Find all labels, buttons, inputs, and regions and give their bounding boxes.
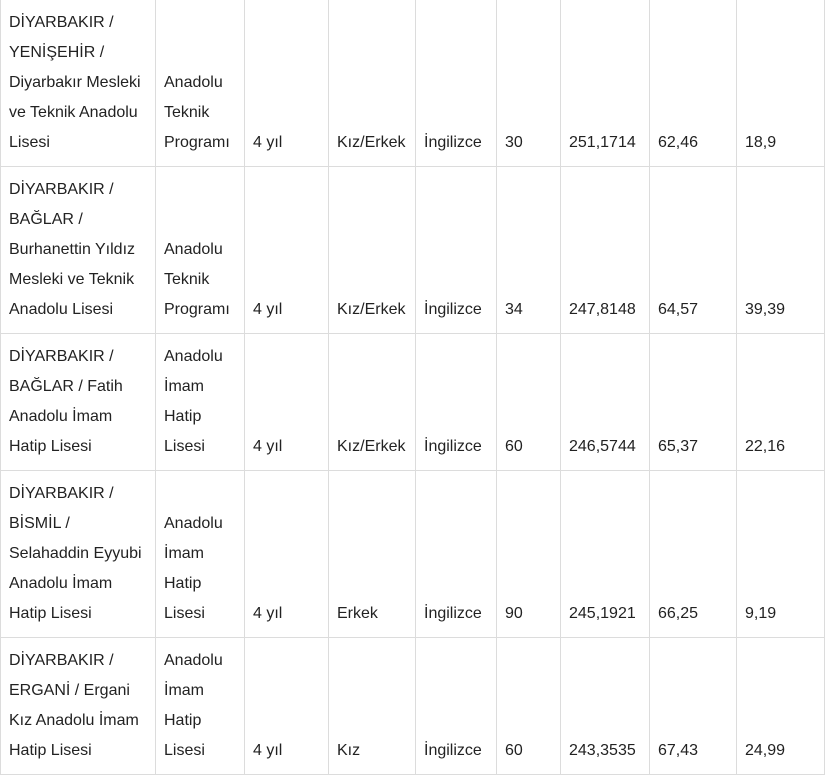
percentile-a-cell-text: 66,25 [658, 605, 699, 622]
school-name-cell-line: Anadolu İmam [9, 408, 113, 425]
language-cell-text: İngilizce [424, 134, 482, 151]
percentile-b-cell [737, 334, 825, 471]
program-type-cell-line: İmam [164, 545, 204, 562]
school-name-cell-line: Burhanettin Yıldız [9, 241, 136, 258]
score-cell [561, 471, 650, 638]
duration-cell-text: 4 yıl [253, 742, 283, 759]
language-cell [416, 0, 497, 167]
program-type-cell-line: Hatip [164, 408, 202, 425]
language-cell [416, 167, 497, 334]
school-name-cell-line: ERGANİ / Ergani [9, 682, 130, 699]
gender-cell-text: Kız/Erkek [337, 438, 406, 455]
school-name-cell-line: Diyarbakır Mesleki [9, 74, 141, 91]
program-type-cell-line: Hatip [164, 712, 202, 729]
duration-cell [245, 167, 329, 334]
duration-cell [245, 0, 329, 167]
school-name-cell-line: DİYARBAKIR / [9, 348, 114, 365]
duration-cell [245, 638, 329, 775]
percentile-a-cell [650, 167, 737, 334]
program-type-cell-line: Anadolu [164, 74, 223, 91]
score-cell [561, 334, 650, 471]
program-type-cell-line: İmam [164, 378, 204, 395]
score-cell-text: 245,1921 [569, 605, 636, 622]
program-type-cell [156, 167, 245, 334]
program-type-cell-line: İmam [164, 682, 204, 699]
program-type-cell-line: Anadolu [164, 515, 223, 532]
school-name-cell-line: Hatip Lisesi [9, 742, 92, 759]
program-type-cell [156, 638, 245, 775]
percentile-a-cell [650, 471, 737, 638]
score-cell-text: 251,1714 [569, 134, 636, 151]
gender-cell [329, 334, 416, 471]
program-type-cell [156, 334, 245, 471]
percentile-b-cell [737, 167, 825, 334]
school-name-cell [1, 638, 156, 775]
percentile-a-cell [650, 334, 737, 471]
percentile-b-cell [737, 0, 825, 167]
quota-cell-text: 90 [505, 605, 523, 622]
program-type-cell-line: Lisesi [164, 742, 205, 759]
language-cell [416, 638, 497, 775]
percentile-b-cell-text: 9,19 [745, 605, 777, 622]
duration-cell-text: 4 yıl [253, 605, 283, 622]
language-cell-text: İngilizce [424, 605, 482, 622]
school-name-cell-line: ve Teknik Anadolu [9, 104, 138, 121]
duration-cell-text: 4 yıl [253, 438, 283, 455]
quota-cell [497, 167, 561, 334]
school-name-cell-line: BAĞLAR / Fatih [9, 378, 123, 395]
score-cell-text: 246,5744 [569, 438, 636, 455]
program-type-cell-line: Lisesi [164, 605, 205, 622]
percentile-a-cell [650, 0, 737, 167]
duration-cell [245, 471, 329, 638]
duration-cell-text: 4 yıl [253, 301, 283, 318]
quota-cell [497, 334, 561, 471]
school-name-cell-line: DİYARBAKIR / [9, 652, 114, 669]
quota-cell-text: 34 [505, 301, 523, 318]
school-name-cell-line: Kız Anadolu İmam [9, 712, 139, 729]
percentile-b-cell-text: 39,39 [745, 301, 786, 318]
gender-cell-text: Kız [337, 742, 361, 759]
percentile-b-cell [737, 638, 825, 775]
school-name-cell-line: Mesleki ve Teknik [9, 271, 135, 288]
table-row [1, 638, 825, 775]
language-cell-text: İngilizce [424, 438, 482, 455]
school-name-cell [1, 0, 156, 167]
school-name-cell-line: BAĞLAR / [9, 211, 83, 228]
gender-cell [329, 471, 416, 638]
gender-cell [329, 167, 416, 334]
table-row [1, 471, 825, 638]
score-cell [561, 638, 650, 775]
school-name-cell-line: BİSMİL / [9, 515, 70, 532]
table-body [1, 0, 825, 775]
percentile-b-cell-text: 18,9 [745, 134, 777, 151]
language-cell [416, 471, 497, 638]
duration-cell [245, 334, 329, 471]
school-name-cell-line: YENİŞEHİR / [9, 44, 105, 61]
gender-cell [329, 638, 416, 775]
percentile-a-cell-text: 65,37 [658, 438, 699, 455]
school-name-cell-line: Selahaddin Eyyubi [9, 545, 142, 562]
duration-cell-text: 4 yıl [253, 134, 283, 151]
school-name-cell-line: DİYARBAKIR / [9, 485, 114, 502]
table-row [1, 334, 825, 471]
program-type-cell-line: Teknik [164, 271, 210, 288]
program-type-cell-line: Programı [164, 134, 230, 151]
program-type-cell-line: Lisesi [164, 438, 205, 455]
quota-cell [497, 471, 561, 638]
percentile-b-cell-text: 22,16 [745, 438, 786, 455]
percentile-a-cell-text: 62,46 [658, 134, 699, 151]
school-name-cell-line: Lisesi [9, 134, 50, 151]
program-type-cell [156, 0, 245, 167]
school-name-cell [1, 334, 156, 471]
school-name-cell-line: Hatip Lisesi [9, 438, 92, 455]
program-type-cell-line: Teknik [164, 104, 210, 121]
language-cell-text: İngilizce [424, 301, 482, 318]
school-name-cell-line: Hatip Lisesi [9, 605, 92, 622]
gender-cell-text: Erkek [337, 605, 378, 622]
gender-cell [329, 0, 416, 167]
percentile-a-cell [650, 638, 737, 775]
quota-cell [497, 0, 561, 167]
percentile-b-cell [737, 471, 825, 638]
score-cell [561, 0, 650, 167]
score-cell [561, 167, 650, 334]
language-cell [416, 334, 497, 471]
program-type-cell-line: Anadolu [164, 348, 223, 365]
program-type-cell-line: Anadolu [164, 652, 223, 669]
table-row [1, 0, 825, 167]
quota-cell-text: 60 [505, 438, 523, 455]
quota-cell [497, 638, 561, 775]
score-cell-text: 247,8148 [569, 301, 636, 318]
school-name-cell-line: DİYARBAKIR / [9, 14, 114, 31]
school-name-cell-line: Anadolu Lisesi [9, 301, 114, 318]
percentile-b-cell-text: 24,99 [745, 742, 786, 759]
program-type-cell-line: Anadolu [164, 241, 223, 258]
percentile-a-cell-text: 67,43 [658, 742, 699, 759]
percentile-a-cell-text: 64,57 [658, 301, 699, 318]
quota-cell-text: 60 [505, 742, 523, 759]
gender-cell-text: Kız/Erkek [337, 134, 406, 151]
table-row [1, 167, 825, 334]
school-name-cell-line: DİYARBAKIR / [9, 181, 114, 198]
quota-cell-text: 30 [505, 134, 523, 151]
language-cell-text: İngilizce [424, 742, 482, 759]
school-name-cell [1, 471, 156, 638]
gender-cell-text: Kız/Erkek [337, 301, 406, 318]
school-name-cell-line: Anadolu İmam [9, 575, 113, 592]
program-type-cell-line: Programı [164, 301, 230, 318]
program-type-cell [156, 471, 245, 638]
program-type-cell-line: Hatip [164, 575, 202, 592]
score-cell-text: 243,3535 [569, 742, 636, 759]
school-name-cell [1, 167, 156, 334]
